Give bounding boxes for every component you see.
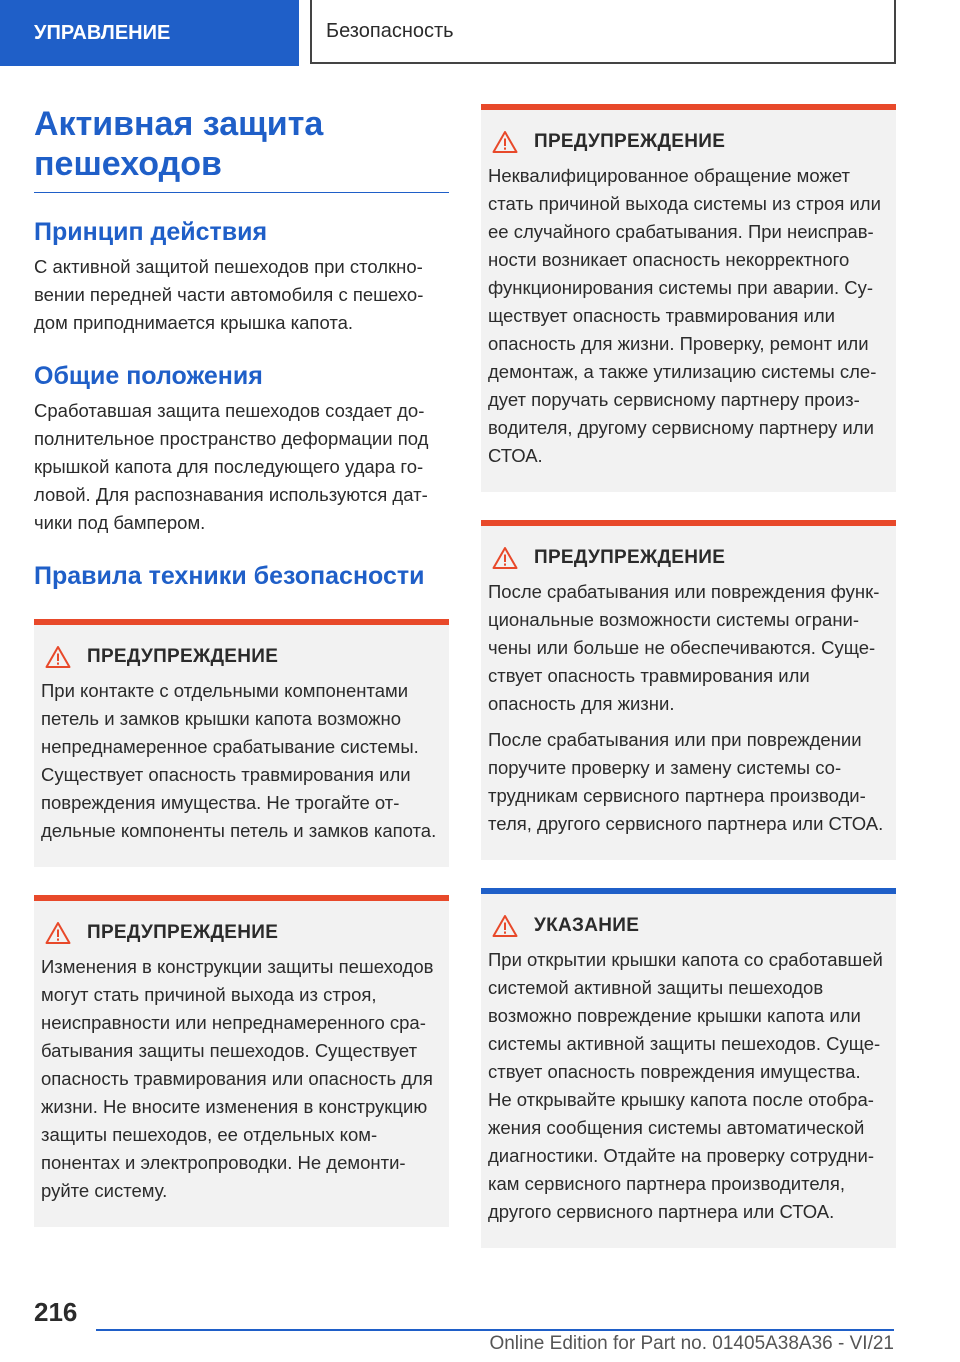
paragraph-general: Сработавшая защита пешеходов создает дополнительное пространство деформации под крышкой капота для последующего удара головой. Для распознавания используются датчики под бампером. xyxy=(34,400,429,533)
header-chapter: Безопасность xyxy=(310,0,896,64)
note-head xyxy=(488,914,886,938)
footer-divider xyxy=(96,1329,894,1331)
warning-text: Изменения в конструкции защиты пешеходов могут стать причиной выхода из строя, неисправности или непреднамеренного срабатывания защиты пешеходов. Существует опасность травмирования или опасность для жизни. Не вносите изменения в конструкцию защиты пешеходов, ее отдельных компонентах и электропроводки. Не демонтируйте систему. xyxy=(41,956,434,1201)
page-number: 216 xyxy=(34,1297,78,1327)
warning-triangle-icon xyxy=(45,921,71,945)
warning-head xyxy=(41,645,439,669)
warning-triangle-icon xyxy=(45,645,71,669)
warning-title: ПРЕДУПРЕЖДЕНИЕ xyxy=(87,922,279,943)
heading-general: Общие положения xyxy=(34,362,263,390)
warning-triangle-icon xyxy=(492,130,518,154)
warning-head xyxy=(488,130,886,154)
note-title: УКАЗАНИЕ xyxy=(534,915,640,936)
warning-head xyxy=(41,921,439,945)
warning-box-2 xyxy=(34,895,449,1227)
warning-box-4 xyxy=(481,520,896,860)
warning-box-3 xyxy=(481,104,896,492)
left-column xyxy=(34,104,449,1227)
note-text: При открытии крышки капота со сработавшей системой активной защиты пешеходов возможно повреждение крышки капота или системы активной защиты пешеходов. Существует опасность повреждения имущества. Не открывайте крышку капота после отображения сообщения системы автоматической диагностики. Отдайте на проверку сотрудникам сервисного партнера производителя, другого сервисного партнера или СТОА. xyxy=(488,949,883,1222)
footer-edition: Online Edition for Part no. 01405A38A36 - VI/21 xyxy=(489,1333,894,1354)
heading-safety-rules: Правила техники безопасности xyxy=(34,562,425,590)
note-box xyxy=(481,888,896,1248)
header-section: УПРАВЛЕНИЕ xyxy=(0,0,299,66)
warning-box-1 xyxy=(34,619,449,867)
heading-principle: Принцип действия xyxy=(34,218,268,246)
right-column xyxy=(481,104,896,1248)
warning-title: ПРЕДУПРЕЖДЕНИЕ xyxy=(534,547,726,568)
warning-text: Неквалифицированное обращение может стать причиной выхода системы из строя или ее случайного срабатывания. При неисправности возникает опасность некорректного функционирования системы при аварии. Существует опасность травмирования или опасность для жизни. Проверку, ремонт или демонтаж, а также утилизацию системы следует поручать сервисному партнеру производителя, другому сервисному партнеру или СТОА. xyxy=(488,165,881,466)
warning-title: ПРЕДУПРЕЖДЕНИЕ xyxy=(534,131,726,152)
warning-triangle-icon xyxy=(492,546,518,570)
warning-triangle-icon xyxy=(492,914,518,938)
warning-text-2: После срабатывания или при повреждении поручите проверку и замену системы сотрудникам сервисного партнера производителя, другого сервисного партнера или СТОА. xyxy=(488,729,884,834)
warning-head xyxy=(488,546,886,570)
warning-text-1: После срабатывания или повреждения функциональные возможности системы ограничены или больше не обеспечиваются. Существует опасность травмирования или опасность для жизни. xyxy=(488,581,880,714)
page-title: Активная защита пешеходов xyxy=(34,104,449,193)
paragraph-principle: С активной защитой пешеходов при столкновении передней части автомобиля с пешеходом приподнимается крышка капота. xyxy=(34,256,424,333)
warning-title: ПРЕДУПРЕЖДЕНИЕ xyxy=(87,646,279,667)
warning-text: При контакте с отдельными компонентами петель и замков крышки капота возможно непреднамеренное срабатывание системы. Существует опасность травмирования или повреждения имущества. Не трогайте отдельные компоненты петель и замков капота. xyxy=(41,680,437,841)
